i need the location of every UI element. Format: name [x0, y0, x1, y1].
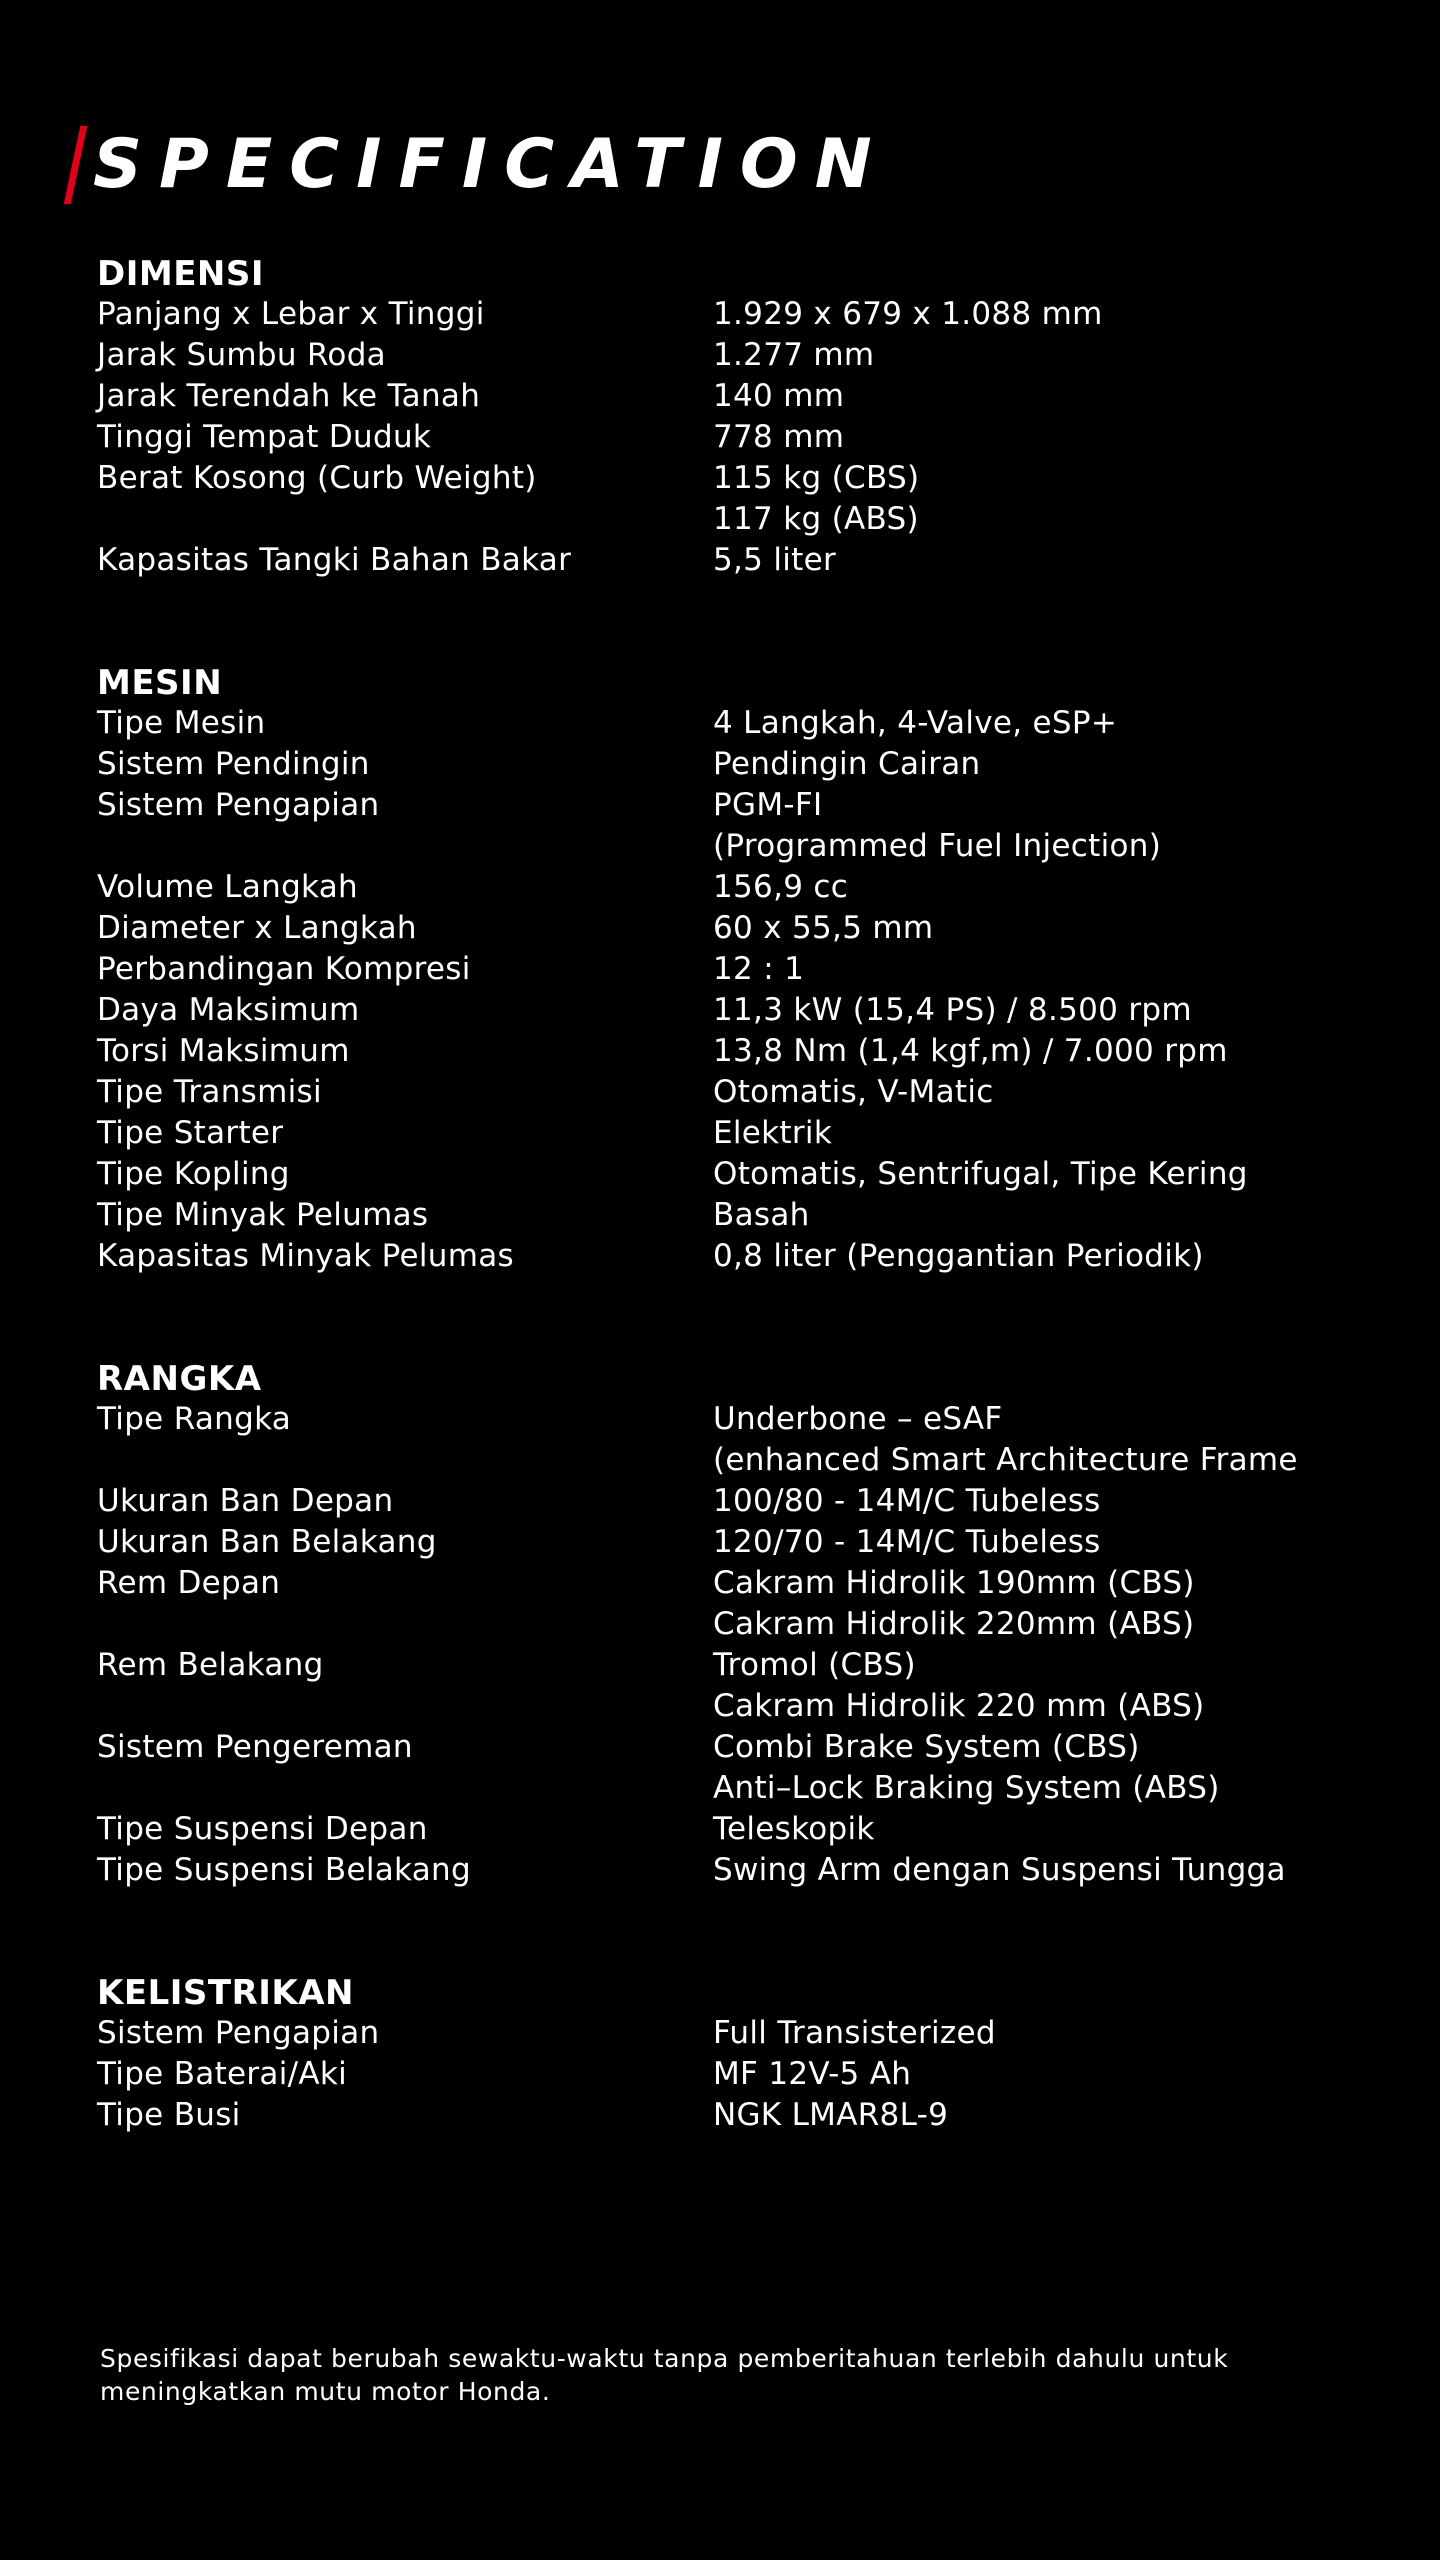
spec-label: Tipe Suspensi Belakang	[97, 1852, 471, 1888]
spec-row	[97, 417, 1387, 458]
spec-value	[713, 785, 1387, 867]
spec-row	[97, 1522, 1387, 1563]
section-title: KELISTRIKAN	[97, 1973, 355, 2013]
spec-value-line: 778 mm	[713, 419, 845, 455]
section-title: DIMENSI	[97, 254, 265, 294]
spec-row	[97, 990, 1387, 1031]
spec-value-line: Cakram Hidrolik 220mm (ABS)	[713, 1606, 1195, 1642]
spec-label: Sistem Pendingin	[97, 746, 370, 782]
spec-value-line: 1.929 x 679 x 1.088 mm	[713, 296, 1103, 332]
spec-row	[97, 1645, 1387, 1727]
spec-value	[713, 1113, 1387, 1154]
spec-value-line: Teleskopik	[713, 1811, 875, 1847]
spec-value-line: 156,9 cc	[713, 869, 849, 905]
spec-value-line: 1.277 mm	[713, 337, 875, 373]
spec-value-line: Basah	[713, 1197, 810, 1233]
spec-value-line: 120/70 - 14M/C Tubeless	[713, 1524, 1101, 1560]
spec-value-line: Underbone – eSAF	[713, 1401, 1003, 1437]
spec-row	[97, 867, 1387, 908]
spec-label: Tipe Rangka	[97, 1401, 292, 1437]
spec-row	[97, 376, 1387, 417]
spec-value	[713, 2054, 1387, 2095]
spec-row	[97, 2013, 1387, 2054]
title-accent-bar	[64, 126, 88, 204]
spec-row	[97, 1563, 1387, 1645]
spec-label: Ukuran Ban Depan	[97, 1483, 394, 1519]
spec-label: Tipe Suspensi Depan	[97, 1811, 428, 1847]
spec-value-line: PGM-FI	[713, 787, 823, 823]
spec-label: Jarak Sumbu Roda	[97, 337, 386, 373]
spec-value-line: NGK LMAR8L-9	[713, 2097, 949, 2133]
spec-label: Tipe Baterai/Aki	[97, 2056, 348, 2092]
spec-row	[97, 1072, 1387, 1113]
spec-label: Torsi Maksimum	[97, 1033, 350, 1069]
spec-label: Diameter x Langkah	[97, 910, 417, 946]
spec-label: Jarak Terendah ke Tanah	[97, 378, 481, 414]
spec-value	[713, 703, 1387, 744]
spec-row	[97, 703, 1387, 744]
spec-label: Tinggi Tempat Duduk	[97, 419, 432, 455]
spec-label: Tipe Kopling	[97, 1156, 290, 1192]
spec-value-line: 117 kg (ABS)	[713, 501, 919, 537]
spec-row	[97, 1113, 1387, 1154]
spec-value	[713, 867, 1387, 908]
spec-row	[97, 1154, 1387, 1195]
spec-value-line: 115 kg (CBS)	[713, 460, 920, 496]
section-title: RANGKA	[97, 1359, 262, 1399]
spec-value	[713, 540, 1387, 581]
spec-value-line: Full Transisterized	[713, 2015, 996, 2051]
spec-value	[713, 1399, 1387, 1481]
spec-value	[713, 1072, 1387, 1113]
spec-value	[713, 1727, 1387, 1809]
spec-label: Sistem Pengereman	[97, 1729, 413, 1765]
section-title: MESIN	[97, 663, 223, 703]
spec-row	[97, 949, 1387, 990]
spec-row	[97, 2095, 1387, 2136]
spec-value-line: (Programmed Fuel Injection)	[713, 828, 1162, 864]
spec-value	[713, 744, 1387, 785]
spec-value	[713, 294, 1387, 335]
spec-value-line: 0,8 liter (Penggantian Periodik)	[713, 1238, 1204, 1274]
spec-value-line: Pendingin Cairan	[713, 746, 981, 782]
spec-value-line: 5,5 liter	[713, 542, 837, 578]
spec-label: Rem Depan	[97, 1565, 281, 1601]
spec-row	[97, 785, 1387, 867]
spec-value-line: 60 x 55,5 mm	[713, 910, 934, 946]
spec-value	[713, 1031, 1387, 1072]
spec-content	[97, 252, 1387, 2216]
spec-row	[97, 335, 1387, 376]
spec-value-line: 100/80 - 14M/C Tubeless	[713, 1483, 1101, 1519]
spec-value	[713, 2095, 1387, 2136]
spec-value	[713, 1522, 1387, 1563]
spec-row	[97, 294, 1387, 335]
spec-row	[97, 1850, 1387, 1891]
spec-row	[97, 1399, 1387, 1481]
spec-value	[713, 1154, 1387, 1195]
spec-row	[97, 1481, 1387, 1522]
spec-value-line: Otomatis, V-Matic	[713, 1074, 994, 1110]
spec-value-line: 11,3 kW (15,4 PS) / 8.500 rpm	[713, 992, 1192, 1028]
spec-row	[97, 540, 1387, 581]
spec-value-line: (enhanced Smart Architecture Frame	[713, 1442, 1298, 1478]
spec-value-line: Combi Brake System (CBS)	[713, 1729, 1140, 1765]
spec-value	[713, 990, 1387, 1031]
page-header	[72, 120, 889, 210]
spec-row	[97, 1031, 1387, 1072]
spec-label: Daya Maksimum	[97, 992, 360, 1028]
spec-value-line: 12 : 1	[713, 951, 805, 987]
spec-value-line: Otomatis, Sentrifugal, Tipe Kering	[713, 1156, 1248, 1192]
spec-section-rangka	[97, 1357, 1387, 1891]
spec-value-line: 13,8 Nm (1,4 kgf,m) / 7.000 rpm	[713, 1033, 1228, 1069]
spec-value	[713, 2013, 1387, 2054]
spec-value	[713, 1236, 1387, 1277]
spec-value	[713, 1809, 1387, 1850]
spec-label: Tipe Minyak Pelumas	[97, 1197, 429, 1233]
spec-label: Sistem Pengapian	[97, 787, 380, 823]
spec-value	[713, 335, 1387, 376]
spec-value-line: MF 12V-5 Ah	[713, 2056, 912, 2092]
spec-label: Berat Kosong (Curb Weight)	[97, 460, 537, 496]
spec-label: Tipe Busi	[97, 2097, 241, 2133]
spec-value	[713, 1481, 1387, 1522]
spec-value-line: Swing Arm dengan Suspensi Tungga	[713, 1852, 1286, 1888]
spec-value	[713, 1563, 1387, 1645]
spec-row	[97, 744, 1387, 785]
spec-row	[97, 1727, 1387, 1809]
spec-section-dimensi	[97, 252, 1387, 581]
spec-row	[97, 1236, 1387, 1277]
spec-row	[97, 1195, 1387, 1236]
spec-label: Kapasitas Minyak Pelumas	[97, 1238, 514, 1274]
spec-label: Panjang x Lebar x Tinggi	[97, 296, 485, 332]
spec-label: Tipe Transmisi	[97, 1074, 322, 1110]
page-title: SPECIFICATION	[93, 125, 889, 204]
spec-value-line: Cakram Hidrolik 190mm (CBS)	[713, 1565, 1195, 1601]
spec-value	[713, 417, 1387, 458]
spec-value-line: Tromol (CBS)	[713, 1647, 916, 1683]
spec-value	[713, 1850, 1387, 1891]
spec-label: Rem Belakang	[97, 1647, 324, 1683]
spec-label: Perbandingan Kompresi	[97, 951, 471, 987]
spec-value-line: 140 mm	[713, 378, 845, 414]
spec-value-line: Anti–Lock Braking System (ABS)	[713, 1770, 1220, 1806]
spec-label: Volume Langkah	[97, 869, 358, 905]
spec-value-line: 4 Langkah, 4-Valve, eSP+	[713, 705, 1118, 741]
spec-row	[97, 1809, 1387, 1850]
spec-label: Kapasitas Tangki Bahan Bakar	[97, 542, 572, 578]
spec-value	[713, 908, 1387, 949]
spec-value	[713, 949, 1387, 990]
spec-value	[713, 1195, 1387, 1236]
spec-row	[97, 908, 1387, 949]
footnote: Spesifikasi dapat berubah sewaktu-waktu tanpa pemberitahuan terlebih dahulu untuk meningkatkan mutu motor Honda.	[100, 2344, 1229, 2406]
spec-value	[713, 376, 1387, 417]
spec-value-line: Elektrik	[713, 1115, 833, 1151]
spec-label: Tipe Mesin	[97, 705, 266, 741]
spec-section-mesin	[97, 661, 1387, 1277]
spec-row	[97, 2054, 1387, 2095]
spec-section-kelistrikan	[97, 1971, 1387, 2136]
spec-value-line: Cakram Hidrolik 220 mm (ABS)	[713, 1688, 1205, 1724]
spec-value	[713, 1645, 1387, 1727]
spec-label: Ukuran Ban Belakang	[97, 1524, 437, 1560]
spec-label: Tipe Starter	[97, 1115, 284, 1151]
spec-label: Sistem Pengapian	[97, 2015, 380, 2051]
spec-row	[97, 458, 1387, 540]
spec-value	[713, 458, 1387, 540]
